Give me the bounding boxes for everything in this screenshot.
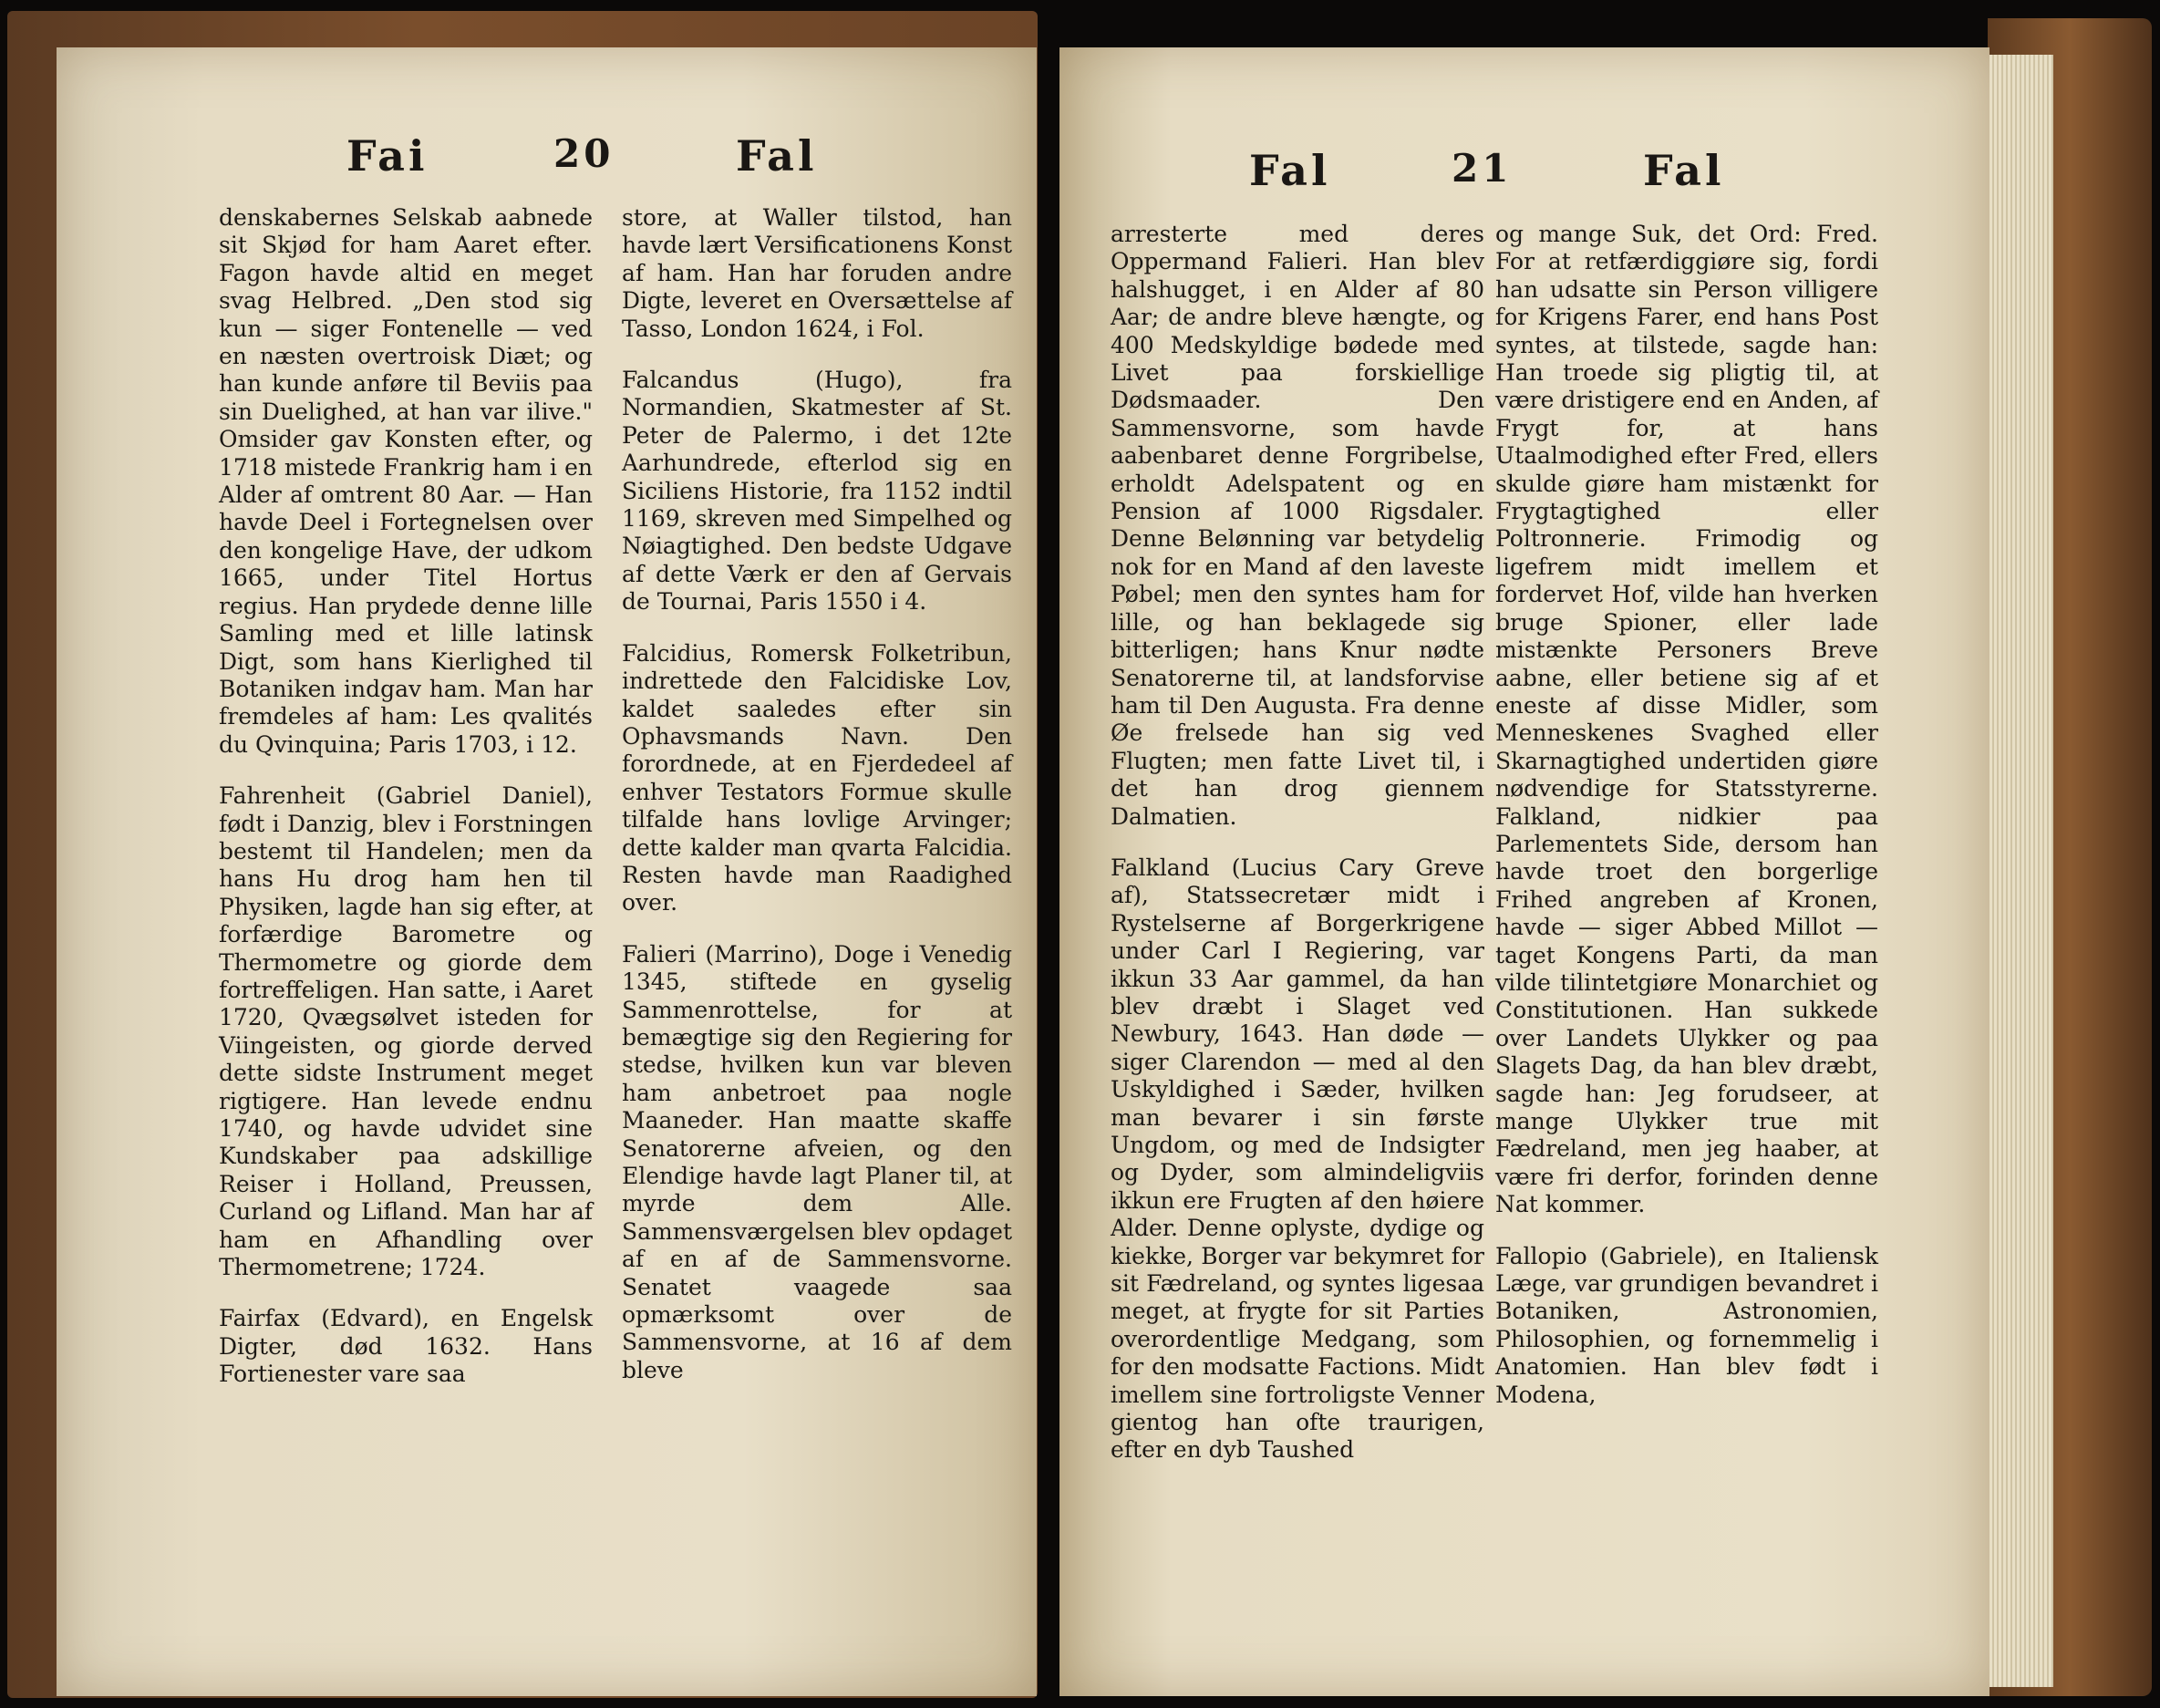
left-header-word-right: Fal	[736, 131, 818, 181]
entry-fairfax: Fairfax (Edvard), en Engelsk Digter, død 1632. Hans Fortienester vare saa	[219, 1305, 593, 1388]
right-page-number: 21	[1452, 146, 1513, 191]
entry-fagon-continued: denskabernes Selskab aabnede sit Skjød for ham Aaret efter. Fagon havde altid en meget svag Helbred. „Den stod sig kun — siger Fontenelle — ved en næsten overtroisk Diæt; og han kunde anføre til Beviis paa sin Duelighed, at han var ilive." Omsider gav Konsten efter, og 1718 mistede Frankrig ham i en Alder af omtrent 80 Aar. — Han havde Deel i Fortegnelsen over den kongelige Have, der udkom 1665, under Titel Hortus regius. Han prydede denne lille Samling med et lille latinsk Digt, som hans Kierlighed til Botaniken indgav ham. Man har fremdeles af ham: Les qvalités du Qvinquina; Paris 1703, i 12.	[219, 204, 593, 758]
entry-falkland: Falkland (Lucius Cary Greve af), Statssecretær midt i Rystelserne af Borgerkrigene under Carl I Regiering, var ikkun 33 Aar gammel, da han blev dræbt i Slaget ved Newbury, 1643. Han døde — siger Clarendon — med al den Uskyldighed i Sæder, hvilken man bevarer i sin første Ungdom, og med de Indsigter og Dyder, som almindeligviis ikkun ere Frugten af den høiere Alder. Denne oplyste, dydige og kiekke, Borger var bekymret for sit Fædreland, og syntes ligesaa meget, at frygte for sit Parties overordentlige Medgang, som for den modsatte Factions. Midt imellem sine fortroligste Venner gientog han ofte traurigen, efter en dyb Taushed	[1111, 854, 1484, 1464]
entry-falieri-continued: arresterte med deres Oppermand Falieri. Han blev halshugget, i en Alder af 80 Aar; de andre bleve hængte, og 400 Medskyldige bødede med Livet paa forskiellige Dødsmaader. Den Sammensvorne, som havde aabenbaret denne Forgribelse, erholdt Adelspatent og en Pension af 1000 Rigsdaler. Denne Belønning var betydelig nok for en Mand af den laveste Pøbel; men den syntes ham for lille, og han beklagede sig bitterligen; hans Knur nødte Senatorerne til, at landsforvise ham til Den Augusta. Fra denne Øe frelsede han sig ved Flugten; men fatte Livet til, i det han drog giennem Dalmatien.	[1111, 221, 1484, 830]
right-page-column-1	[1111, 221, 1484, 1465]
entry-falcandus: Falcandus (Hugo), fra Normandien, Skatmester af St. Peter de Palermo, i det 12te Aarhundrede, efterlod sig en Siciliens Historie, fra 1152 indtil 1169, skreven med Simpelhed og Nøiagtighed. Den bedste Udgave af dette Værk er den af Gervais de Tournai, Paris 1550 i 4.	[622, 367, 1012, 616]
book-spine-gap	[1038, 0, 1059, 1708]
left-page-number: 20	[553, 131, 615, 176]
left-page	[57, 47, 1037, 1696]
right-header-word-right: Fal	[1643, 146, 1725, 195]
left-page-column-1	[219, 204, 593, 1389]
entry-fairfax-continued: store, at Waller tilstod, han havde lært Versificationens Konst af ham. Han har foruden andre Digte, leveret en Oversættelse af Tasso, London 1624, i Fol.	[622, 204, 1012, 342]
entry-fallopio: Fallopio (Gabriele), en Italiensk Læge, var grundigen bevandret i Botaniken, Astronomien, Philosophien, og fornemmelig i Anatomien. Han blev født i Modena,	[1495, 1242, 1878, 1408]
left-header-word: Fai	[346, 131, 429, 181]
right-page-column-2	[1495, 221, 1878, 1409]
right-header-word: Fal	[1249, 146, 1331, 195]
entry-falieri: Falieri (Marrino), Doge i Venedig 1345, stiftede en gyselig Sammenrottelse, for at bemægtige sig den Regiering for stedse, hvilken kun var bleven ham anbetroet paa nogle Maaneder. Han maatte skaffe Senatorerne afveien, og den Elendige havde lagt Planer til, at myrde dem Alle. Sammensværgelsen blev opdaget af en af de Sammensvorne. Senatet vaagede saa opmærksomt over de Sammensvorne, at 16 af dem bleve	[622, 940, 1012, 1383]
left-page-column-2	[622, 204, 1012, 1384]
right-page	[1059, 47, 1989, 1696]
entry-fahrenheit: Fahrenheit (Gabriel Daniel), født i Danzig, blev i Forstningen bestemt til Handelen; men da hans Hu drog ham hen til Physiken, lagde han sig efter, at forfærdige Barometre og Thermometre og giorde dem fortreffeligen. Han satte, i Aaret 1720, Qvægsølvet isteden for Viingeisten, og giorde derved dette sidste Instrument meget rigtigere. Han levede endnu 1740, og havde udvidet sine Kundskaber paa adskillige Reiser i Holland, Preussen, Curland og Lifland. Man har af ham en Afhandling over Thermometrene; 1724.	[219, 782, 593, 1281]
page-edges	[1989, 55, 2053, 1687]
entry-falcidius: Falcidius, Romersk Folketribun, indrettede den Falcidiske Lov, kaldet saaledes efter sin Ophavsmands Navn. Den forordnede, at en Fjerdedeel af enhver Testators Formue skulle tilfalde hans lovlige Arvinger; dette kalder man qvarta Falcidia. Resten havde man Raadighed over.	[622, 639, 1012, 916]
entry-falkland-continued: og mange Suk, det Ord: Fred. For at retfærdiggiøre sig, fordi han udsatte sin Person villigere for Krigens Farer, end hans Post syntes, at tilstede, sagde han: Han troede sig pligtig til, at være dristigere end en Anden, af Frygt for, at hans Utaalmodighed efter Fred, ellers skulde giøre ham mistænkt for Frygtagtighed eller Poltronnerie. Frimodig og ligefrem midt imellem et fordervet Hof, vilde han hverken bruge Spioner, eller lade mistænkte Personers Breve aabne, eller betiene sig af et eneste af disse Midler, som Menneskenes Svaghed eller Skarnagtighed undertiden giøre nødvendige for Statsstyrerne. Falkland, nidkier paa Parlementets Side, dersom han havde troet den borgerlige Frihed angreben af Kronen, havde — siger Abbed Millot — taget Kongens Parti, da man vilde tilintetgiøre Monarchiet og Constitutionen. Han sukkede over Landets Ulykker og paa Slagets Dag, da han blev dræbt, sagde han: Jeg forudseer, at mange Ulykker true mit Fædreland, men jeg haaber, at være fri derfor, forinden denne Nat kommer.	[1495, 221, 1878, 1218]
